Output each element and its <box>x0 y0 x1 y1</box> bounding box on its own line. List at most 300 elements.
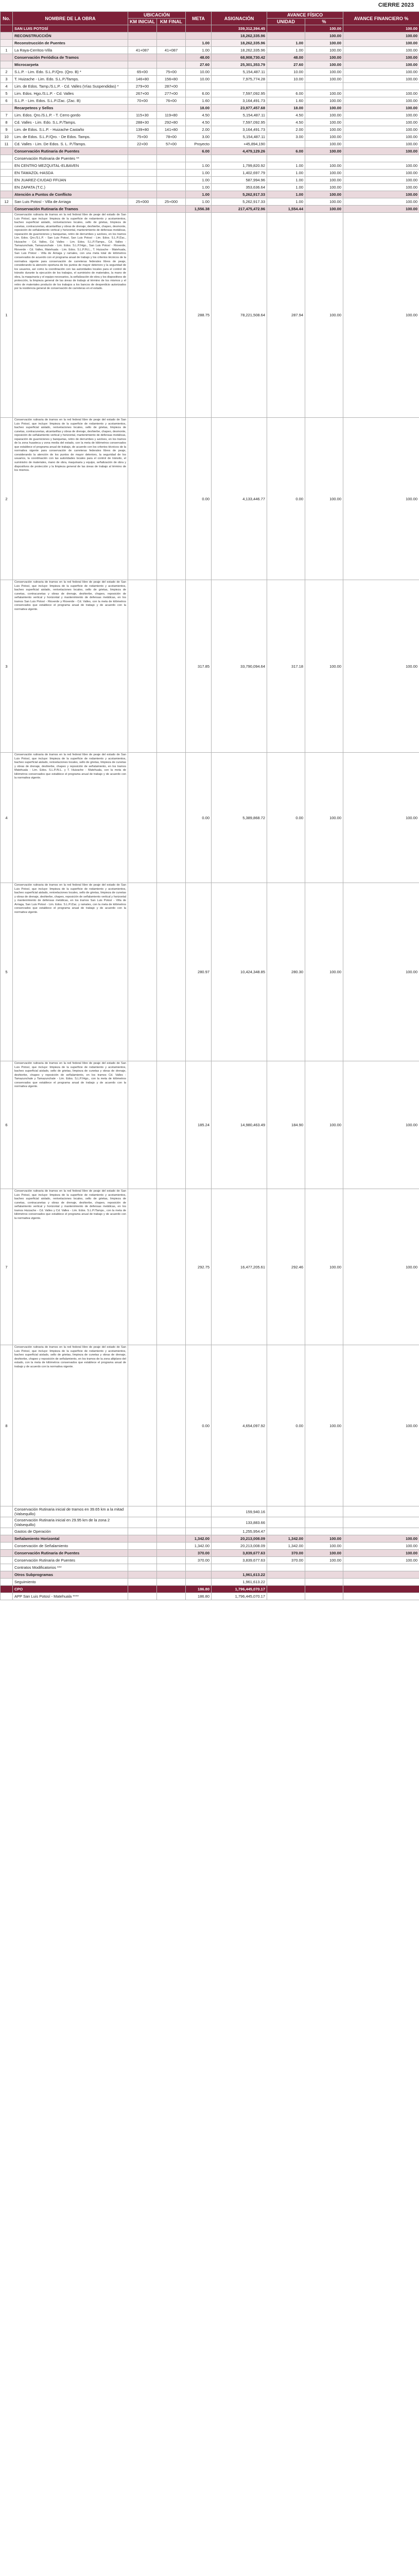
cell-unidad: 2.00 <box>267 126 305 133</box>
cell-km-inicial <box>128 148 157 155</box>
cell-name: Reconstrucción de Puentes <box>13 40 128 47</box>
cell-km-inicial <box>128 1593 157 1600</box>
cell-asignacion: 5,154,487.11 <box>212 112 267 119</box>
cell-asignacion: 217,475,472.96 <box>212 206 267 213</box>
cell-no <box>1 1557 13 1564</box>
cell-km-final: 119+80 <box>157 112 186 119</box>
cell-km-final <box>157 1579 186 1586</box>
cell-unidad: 287.94 <box>267 213 305 418</box>
cell-asignacion: 16,477,205.61 <box>212 1189 267 1345</box>
cell-meta: 10.00 <box>186 76 212 83</box>
cell-no: 5 <box>1 90 13 97</box>
cell-no: 3 <box>1 580 13 753</box>
cell-km-inicial <box>128 191 157 198</box>
col-avance-financiero: AVANCE FINANCIERO % <box>343 12 419 25</box>
cell-km-final: 57+00 <box>157 141 186 148</box>
cell-meta <box>186 25 212 32</box>
cell-km-final <box>157 191 186 198</box>
table-row <box>1 61 419 69</box>
cell-avance-financiero: 100.00 <box>343 1345 419 1506</box>
table-row <box>1 112 419 119</box>
cell-km-inicial <box>128 580 157 753</box>
cell-no <box>1 1579 13 1586</box>
cell-name: RECONSTRUCCIÓN <box>13 32 128 40</box>
cell-no <box>1 1517 13 1528</box>
col-km-final: KM FINAL <box>157 19 186 25</box>
cell-pct <box>305 1528 343 1535</box>
cell-avance-financiero <box>343 1506 419 1517</box>
cell-pct: 100.00 <box>305 1535 343 1543</box>
table-row <box>1 170 419 177</box>
cell-no: 12 <box>1 198 13 206</box>
table-row <box>1 1593 419 1600</box>
cell-name: EN TAMAZOL-HASDA <box>13 170 128 177</box>
cell-name: EN CENTRO MEZQUITAL-ELBAVEN <box>13 162 128 170</box>
cell-meta: 1,556.38 <box>186 206 212 213</box>
cell-asignacion: 159,940.16 <box>212 1506 267 1517</box>
cell-pct: 100.00 <box>305 32 343 40</box>
cell-pct: 100.00 <box>305 76 343 83</box>
cell-avance-financiero: 100.00 <box>343 177 419 184</box>
cell-unidad: 10.00 <box>267 76 305 83</box>
cell-no <box>1 1506 13 1517</box>
cell-no: 1 <box>1 213 13 418</box>
cell-km-inicial <box>128 162 157 170</box>
cell-meta <box>186 1564 212 1571</box>
cell-km-inicial <box>128 883 157 1061</box>
cell-unidad: 1.00 <box>267 184 305 191</box>
cell-km-final <box>157 883 186 1061</box>
table-row <box>1 1535 419 1543</box>
cell-no: 7 <box>1 112 13 119</box>
cell-no <box>1 1564 13 1571</box>
cell-unidad: 1.00 <box>267 198 305 206</box>
cell-pct <box>305 1564 343 1571</box>
cell-name: Lim. Edos. Qro./S.L.P. - T. Cerro gordo <box>13 112 128 119</box>
cell-km-final <box>157 1061 186 1189</box>
table-row <box>1 133 419 141</box>
cell-avance-financiero: 100.00 <box>343 883 419 1061</box>
cell-no <box>1 177 13 184</box>
cell-pct: 100.00 <box>305 105 343 112</box>
cell-asignacion: 1,255,954.47 <box>212 1528 267 1535</box>
cell-km-inicial <box>128 1550 157 1557</box>
cell-asignacion: 1,961,613.22 <box>212 1571 267 1579</box>
table-row <box>1 184 419 191</box>
cell-name: Contratos Modificatorios *** <box>13 1564 128 1571</box>
cell-asignacion: 1,799,820.92 <box>212 162 267 170</box>
cell-meta: 1.00 <box>186 177 212 184</box>
report-title: CIERRE 2023 <box>378 2 414 8</box>
cell-km-final <box>157 1593 186 1600</box>
cell-no: 9 <box>1 126 13 133</box>
cell-avance-financiero: 100.00 <box>343 119 419 126</box>
cell-km-inicial <box>128 1586 157 1593</box>
table-row-long <box>1 1061 419 1189</box>
cell-description: Conservación rutinaria de tramos en la red federal libre de peaje del estado de San Luis Potosí, que incluye: limpieza de la superficie de rodamiento y acotamientos, bacheo superficial aislado, renivelaciones locales, sello de grietas, limpieza de cunetas y obras de drenaje, deshierbe, chapeo y reposición de señalamiento, en los tramos Matehuala - Lim. Edos. S.L.P./N.L. y T. Huizache - Matehuala, con la meta de kilómetros conservados que establece el programa anual de trabajo y de acuerdo con la normativa vigente. <box>13 753 128 883</box>
col-asignacion: ASIGNACIÓN <box>212 12 267 25</box>
cell-name: Conservación Rutinaria inicial de tramos en 39.65 km a la mitad (Valsequillo) <box>13 1506 128 1517</box>
cell-km-inicial <box>128 170 157 177</box>
cell-avance-financiero <box>343 83 419 90</box>
cell-km-final <box>157 148 186 155</box>
cell-no <box>1 206 13 213</box>
cell-no <box>1 40 13 47</box>
cell-pct: 100.00 <box>305 184 343 191</box>
cell-pct: 100.00 <box>305 61 343 69</box>
cell-pct <box>305 1517 343 1528</box>
cell-unidad: 18.00 <box>267 105 305 112</box>
cell-km-inicial: 146+80 <box>128 76 157 83</box>
col-no: No. <box>1 12 13 25</box>
cell-km-inicial <box>128 177 157 184</box>
cell-km-final <box>157 1506 186 1517</box>
cell-km-final <box>157 1528 186 1535</box>
cell-meta: 1.00 <box>186 40 212 47</box>
cell-unidad: 280.30 <box>267 883 305 1061</box>
cell-avance-financiero: 100.00 <box>343 1543 419 1550</box>
cell-km-final <box>157 753 186 883</box>
cell-no <box>1 1550 13 1557</box>
col-ubicacion: UBICACIÓN <box>128 12 186 19</box>
col-name: NOMBRE DE LA OBRA <box>13 12 128 25</box>
cell-asignacion: 14,980,463.49 <box>212 1061 267 1189</box>
cell-name: Conservación Rutinaria de Puentes <box>13 1550 128 1557</box>
cell-meta <box>186 83 212 90</box>
cell-meta: 186.80 <box>186 1593 212 1600</box>
cell-avance-financiero: 100.00 <box>343 69 419 76</box>
cell-unidad <box>267 155 305 162</box>
cell-km-inicial <box>128 418 157 580</box>
cell-asignacion: 3,839,677.63 <box>212 1550 267 1557</box>
cell-pct: 100.00 <box>305 580 343 753</box>
cell-asignacion: 1,402,697.79 <box>212 170 267 177</box>
cell-no <box>1 105 13 112</box>
col-avance-fisico: AVANCE FÍSICO <box>267 12 343 19</box>
cell-unidad: 6.00 <box>267 148 305 155</box>
cell-avance-financiero <box>343 1564 419 1571</box>
cell-no: 4 <box>1 83 13 90</box>
table-row <box>1 206 419 213</box>
table-row <box>1 90 419 97</box>
cell-avance-financiero: 100.00 <box>343 32 419 40</box>
cell-unidad <box>267 1528 305 1535</box>
cell-meta: 1,342.00 <box>186 1535 212 1543</box>
cell-meta: 1.00 <box>186 191 212 198</box>
cell-unidad <box>267 141 305 148</box>
cell-pct <box>305 155 343 162</box>
cell-unidad: 1.00 <box>267 177 305 184</box>
cell-unidad: 6.00 <box>267 90 305 97</box>
cell-name: EN ZAPATA (T.C.) <box>13 184 128 191</box>
cell-name: Lim. de Edos. Tamp./S.L.P. - Cd. Valles (Vías Suspendidas) * <box>13 83 128 90</box>
table-row-long <box>1 1189 419 1345</box>
cell-km-final: 277+00 <box>157 90 186 97</box>
cell-no <box>1 184 13 191</box>
cell-unidad: 1.00 <box>267 47 305 54</box>
cell-meta: 1.00 <box>186 162 212 170</box>
cell-meta: Proyecto <box>186 141 212 148</box>
cell-name: Gastos de Operación <box>13 1528 128 1535</box>
cell-unidad: 4.50 <box>267 119 305 126</box>
cell-name: Conservación de Señalamiento <box>13 1543 128 1550</box>
cell-km-final <box>157 54 186 61</box>
cell-pct: 100.00 <box>305 119 343 126</box>
cell-pct <box>305 1579 343 1586</box>
cell-asignacion: 33,790,094.64 <box>212 580 267 753</box>
cell-pct: 100.00 <box>305 1189 343 1345</box>
cell-unidad: 48.00 <box>267 54 305 61</box>
cell-km-inicial <box>128 32 157 40</box>
cell-meta <box>186 1571 212 1579</box>
table-row <box>1 1557 419 1564</box>
cell-km-inicial <box>128 1543 157 1550</box>
col-km-inicial: KM INICIAL <box>128 19 157 25</box>
cell-avance-financiero: 100.00 <box>343 61 419 69</box>
cell-meta: 3.00 <box>186 133 212 141</box>
cell-name: Señalamiento Horizontal <box>13 1535 128 1543</box>
cell-avance-financiero: 100.00 <box>343 133 419 141</box>
cell-pct: 100.00 <box>305 126 343 133</box>
cell-asignacion: 25,301,353.79 <box>212 61 267 69</box>
table-row <box>1 54 419 61</box>
cell-asignacion: 5,389,868.72 <box>212 753 267 883</box>
cell-pct: 100.00 <box>305 1550 343 1557</box>
cell-avance-financiero: 100.00 <box>343 40 419 47</box>
cell-km-final <box>157 184 186 191</box>
cell-km-final: 141+80 <box>157 126 186 133</box>
cell-asignacion: 20,213,008.09 <box>212 1535 267 1543</box>
cell-meta: 288.75 <box>186 213 212 418</box>
cell-km-inicial: 25+000 <box>128 198 157 206</box>
cell-asignacion: 10,424,348.85 <box>212 883 267 1061</box>
cell-pct: 100.00 <box>305 47 343 54</box>
cell-asignacion: 78,221,508.64 <box>212 213 267 418</box>
cell-km-inicial: 115+30 <box>128 112 157 119</box>
cell-meta: 1.00 <box>186 184 212 191</box>
cell-meta: 1.60 <box>186 97 212 105</box>
table-row <box>1 97 419 105</box>
cell-km-final: 78+00 <box>157 133 186 141</box>
cell-pct: 100.00 <box>305 54 343 61</box>
table-row <box>1 1586 419 1593</box>
cell-unidad: 1.00 <box>267 162 305 170</box>
table-row <box>1 32 419 40</box>
cell-km-final: 292+80 <box>157 119 186 126</box>
table-row <box>1 1528 419 1535</box>
table-row <box>1 119 419 126</box>
col-pct: % <box>305 19 343 25</box>
cell-no <box>1 1593 13 1600</box>
cell-meta: 4.50 <box>186 112 212 119</box>
cell-unidad: 4.50 <box>267 112 305 119</box>
cell-km-final: 41+087 <box>157 47 186 54</box>
cell-name: SAN LUIS POTOSÍ <box>13 25 128 32</box>
cell-km-final <box>157 1345 186 1506</box>
cell-km-inicial <box>128 1061 157 1189</box>
cell-meta <box>186 1506 212 1517</box>
cell-km-inicial: 41+087 <box>128 47 157 54</box>
cell-unidad: 317.18 <box>267 580 305 753</box>
cell-km-inicial <box>128 1189 157 1345</box>
cell-pct <box>305 1586 343 1593</box>
cell-name: Recarpeteos y Sellos <box>13 105 128 112</box>
cell-avance-financiero: 100.00 <box>343 1557 419 1564</box>
cell-description: Conservación rutinaria de tramos en la red federal libre de peaje del estado de San Luis Potosí, que incluye: limpieza de la superficie de rodamiento y acotamientos, bacheo superficial aislado, renivelaciones locales, sello de grietas, limpieza de cunetas, contracunetas, alcantarillas y obras de drenaje, deshierbe, chapeo, desmonte, reposición de señalamiento vertical y horizontal, mantenimiento de defensas metálicas, reparación de guarniciones y banquetas, retiro de derrumbes y azolves, en los tramos Lim. Edos. Qro./S.L.P. - San Luis Potosí, San Luis Potosí - Lim. Edos. S.L.P./Zac., Huizache - Cd. Valles, Cd. Valles - Lim. Edos. S.L.P./Tamps., Cd. Valles - Tamazunchale, Tamazunchale - Lim. Edos. S.L.P./Hgo., San Luis Potosí - Rioverde, Rioverde - Cd. Valles, Matehuala - Lim. Edos. S.L.P./N.L., T. Huizache - Matehuala, San Luis Potosí - Villa de Arriaga y ramales, con una meta total de kilómetros conservados de acuerdo con el programa anual de trabajo y los criterios técnicos de la normativa vigente para conservación de carreteras federales libres de peaje, considerando la atención oportuna de los puntos de mayor deterioro y la seguridad de los usuarios, así como la coordinación con las autoridades locales para el control de tránsito durante la ejecución de los trabajos, el suministro de materiales, la mano de obra, la maquinaria y el equipo necesarios, la señalización de obra y los dispositivos de protección, la limpieza general de las áreas de trabajo al término de los mismos y el retiro de materiales producto de los trabajos a los bancos de desperdicio autorizados por la residencia general de conservación de carreteras en el estado. <box>13 213 128 418</box>
cell-pct: 100.00 <box>305 206 343 213</box>
cell-pct: 100.00 <box>305 69 343 76</box>
table-row-long <box>1 883 419 1061</box>
cell-name: Conservación Rutinaria de Puentes ** <box>13 155 128 162</box>
cell-asignacion: 1,796,445,070.17 <box>212 1586 267 1593</box>
cell-unidad: 0.00 <box>267 753 305 883</box>
table-row <box>1 141 419 148</box>
cell-no: 6 <box>1 1061 13 1189</box>
cell-asignacion: 5,262,917.33 <box>212 191 267 198</box>
cell-no <box>1 191 13 198</box>
cell-km-inicial: 65+00 <box>128 69 157 76</box>
cell-name: Microcarpeta <box>13 61 128 69</box>
cell-km-final <box>157 1517 186 1528</box>
cell-km-inicial: 75+00 <box>128 133 157 141</box>
cell-meta: 10.00 <box>186 69 212 76</box>
cell-no <box>1 148 13 155</box>
table-row <box>1 1517 419 1528</box>
cell-pct <box>305 1571 343 1579</box>
table-row <box>1 76 419 83</box>
cell-no <box>1 1543 13 1550</box>
cell-avance-financiero: 100.00 <box>343 25 419 32</box>
cell-avance-financiero <box>343 1571 419 1579</box>
cell-meta: 280.97 <box>186 883 212 1061</box>
cell-km-inicial <box>128 1579 157 1586</box>
cell-unidad <box>267 1593 305 1600</box>
cell-pct: 100.00 <box>305 177 343 184</box>
cell-description: Conservación rutinaria de tramos en la red federal libre de peaje del estado de San Luis Potosí, que incluye: limpieza de la superficie de rodamiento y acotamientos, bacheo superficial aislado, sello de grietas, limpieza de cunetas y obras de drenaje, deshierbe, chapeo y reposición de señalamiento, en los tramos de la zona altiplano del estado, con la meta de kilómetros conservados que establece el programa anual de trabajo y de acuerdo con la normativa vigente. <box>13 1345 128 1506</box>
cell-km-inicial <box>128 61 157 69</box>
cell-no <box>1 1586 13 1593</box>
cell-pct: 100.00 <box>305 191 343 198</box>
table-row-long <box>1 213 419 418</box>
cell-unidad <box>267 25 305 32</box>
cell-asignacion: 18,262,335.96 <box>212 40 267 47</box>
table-row <box>1 1564 419 1571</box>
cell-name: Cd. Valles - Lim. Edo. S.L.P./Tamps. <box>13 119 128 126</box>
cell-asignacion <box>212 155 267 162</box>
cell-description: Conservación rutinaria de tramos en la red federal libre de peaje del estado de San Luis Potosí, que incluye: limpieza de la superficie de rodamiento y acotamientos, bacheo superficial aislado, renivelaciones locales, sello de grietas, limpieza de cunetas y obras de drenaje, deshierbe, chapeo, reposición de señalamiento vertical y horizontal y mantenimiento de defensas metálicas, en los tramos San Luis Potosí - Villa de Arriaga, San Luis Potosí - Lim. Edos. S.L.P./Zac. y ramales, con la meta de kilómetros conservados que establece el programa anual de trabajo y de acuerdo con la normativa vigente. <box>13 883 128 1061</box>
table-row <box>1 1571 419 1579</box>
cell-avance-financiero: 100.00 <box>343 1550 419 1557</box>
cell-pct: 100.00 <box>305 148 343 155</box>
cell-unidad <box>267 1506 305 1517</box>
cell-name: Cd. Valles - Lim. De Edos. S. L. P./Tamps. <box>13 141 128 148</box>
cell-asignacion <box>212 83 267 90</box>
cell-name: Seguimiento <box>13 1579 128 1586</box>
cell-name: Lim. de Edos. S.L.P. - Huizache Castaño <box>13 126 128 133</box>
cell-no <box>1 170 13 177</box>
cell-unidad <box>267 1586 305 1593</box>
cell-pct: 100.00 <box>305 753 343 883</box>
cell-asignacion: 353,636.64 <box>212 184 267 191</box>
table-row-long <box>1 580 419 753</box>
table-row <box>1 198 419 206</box>
cell-asignacion: 68,908,730.42 <box>212 54 267 61</box>
table-row <box>1 1543 419 1550</box>
cell-km-inicial <box>128 1506 157 1517</box>
cell-no <box>1 1528 13 1535</box>
cell-name: Conservación Rutinaria de Tramos <box>13 206 128 213</box>
cell-unidad: 1.00 <box>267 40 305 47</box>
cell-asignacion: 7,597,092.95 <box>212 90 267 97</box>
cell-no: 11 <box>1 141 13 148</box>
cell-km-inicial: 70+00 <box>128 97 157 105</box>
cell-asignacion: 4,654,097.92 <box>212 1345 267 1506</box>
table-row <box>1 155 419 162</box>
table-row <box>1 126 419 133</box>
cell-km-inicial <box>128 25 157 32</box>
cell-km-inicial <box>128 206 157 213</box>
cell-name: APP San Luis Potosí - Matehuala **** <box>13 1593 128 1600</box>
cell-unidad: 370.00 <box>267 1557 305 1564</box>
cell-meta: 1.00 <box>186 198 212 206</box>
cell-pct: 100.00 <box>305 112 343 119</box>
cell-asignacion: 18,262,335.96 <box>212 32 267 40</box>
cell-meta: 6.00 <box>186 90 212 97</box>
cell-km-inicial <box>128 54 157 61</box>
cell-km-inicial: 288+30 <box>128 119 157 126</box>
cell-name: Conservación Rutinaria de Puentes <box>13 1557 128 1564</box>
cell-asignacion: 133,883.66 <box>212 1517 267 1528</box>
cell-pct: 100.00 <box>305 170 343 177</box>
cell-km-inicial: 139+80 <box>128 126 157 133</box>
table-row <box>1 83 419 90</box>
cell-asignacion: 7,975,774.28 <box>212 76 267 83</box>
cell-no: 10 <box>1 133 13 141</box>
cell-avance-financiero: 100.00 <box>343 184 419 191</box>
cell-km-final: 287+00 <box>157 83 186 90</box>
cell-km-inicial: 22+00 <box>128 141 157 148</box>
cell-meta: 317.85 <box>186 580 212 753</box>
cell-km-inicial <box>128 155 157 162</box>
cell-km-inicial <box>128 753 157 883</box>
cell-asignacion <box>212 1564 267 1571</box>
cell-meta <box>186 155 212 162</box>
cell-no <box>1 25 13 32</box>
cell-asignacion: 7,597,092.95 <box>212 119 267 126</box>
cell-asignacion: +45,894,190 <box>212 141 267 148</box>
col-meta: META <box>186 12 212 25</box>
cell-meta: 185.24 <box>186 1061 212 1189</box>
cell-km-final <box>157 105 186 112</box>
cell-meta: 48.00 <box>186 54 212 61</box>
table-row <box>1 162 419 170</box>
cell-avance-financiero <box>343 1517 419 1528</box>
cell-km-final <box>157 61 186 69</box>
cell-avance-financiero: 100.00 <box>343 105 419 112</box>
table-row <box>1 40 419 47</box>
cell-asignacion: 5,154,487.11 <box>212 69 267 76</box>
cell-unidad <box>267 1517 305 1528</box>
cell-pct: 100.00 <box>305 1061 343 1189</box>
cell-unidad: 3.00 <box>267 133 305 141</box>
cell-km-final: 75+00 <box>157 69 186 76</box>
cell-asignacion: 4,479,129.26 <box>212 148 267 155</box>
cell-pct <box>305 1506 343 1517</box>
cell-meta: 27.60 <box>186 61 212 69</box>
cell-pct <box>305 83 343 90</box>
cell-km-inicial <box>128 1571 157 1579</box>
cell-km-final <box>157 1557 186 1564</box>
